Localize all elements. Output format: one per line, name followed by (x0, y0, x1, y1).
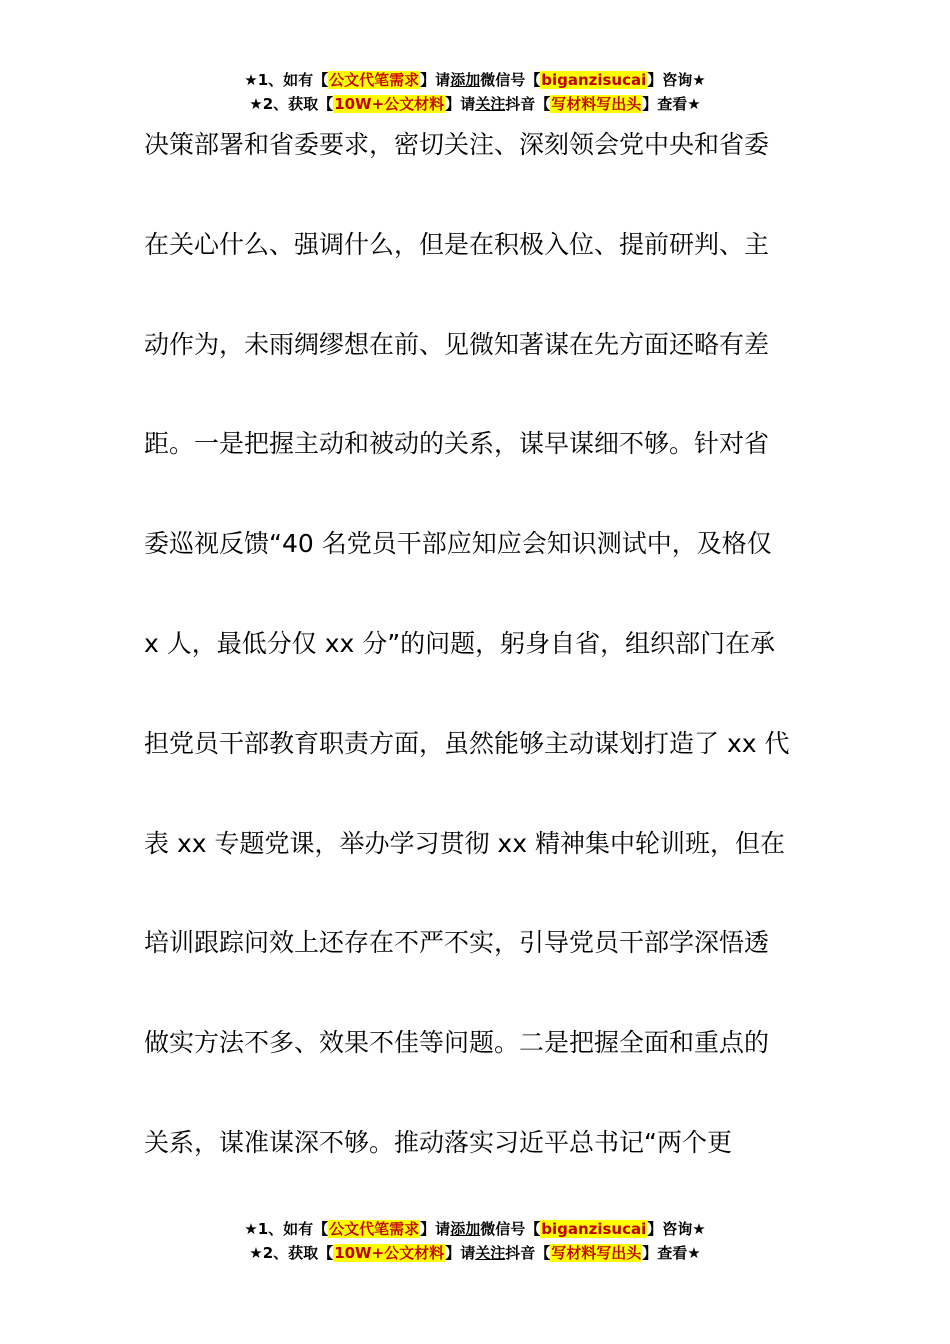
body-line: 距。一是把握主动和被动的关系，谋早谋细不够。针对省 (144, 429, 770, 459)
banner-text: 】查看★ (642, 1244, 701, 1262)
body-line: 动作为，未雨绸缪想在前、见微知著谋在先方面还略有差 (144, 329, 770, 359)
body-line: 做实方法不多、效果不佳等问题。二是把握全面和重点的 (144, 1028, 770, 1058)
body-line: 表 xx 专题党课，举办学习贯彻 xx 精神集中轮训班，但在 (144, 828, 785, 858)
body-line: 担党员干部教育职责方面，虽然能够主动谋划打造了 xx 代 (144, 728, 790, 758)
banner-douyin-account: 写材料写出头 (551, 95, 642, 113)
banner-text: 】请 (420, 71, 451, 89)
banner-line-1 (0, 1217, 950, 1241)
banner-line-2 (0, 1241, 950, 1265)
body-line: 委巡视反馈“40 名党员干部应知应会知识测试中，及格仅 (144, 529, 772, 559)
banner-text: 微信号【 (480, 1220, 541, 1238)
banner-highlight: 10W+公文材料 (334, 1244, 445, 1262)
body-line: x 人，最低分仅 xx 分”的问题，躬身自省，组织部门在承 (144, 628, 776, 658)
banner-douyin-account: 写材料写出头 (551, 1244, 642, 1262)
footer-banner (0, 1217, 950, 1265)
banner-underlined: 关注 (475, 95, 506, 113)
banner-underlined: 添加 (450, 71, 481, 89)
body-line: 决策部署和省委要求，密切关注、深刻领会党中央和省委 (144, 130, 770, 159)
banner-text: 】咨询★ (647, 71, 706, 89)
banner-text: 抖音【 (505, 95, 551, 113)
banner-underlined: 添加 (450, 1220, 481, 1238)
banner-text: 】请 (420, 1220, 451, 1238)
banner-text: 】请 (445, 1244, 476, 1262)
header-banner (0, 68, 950, 116)
banner-text: ★2、获取【 (249, 95, 334, 113)
banner-text: 】请 (445, 95, 476, 113)
banner-wechat-id: biganzisucai (541, 1220, 647, 1238)
banner-highlight: 公文代笔需求 (329, 71, 420, 89)
body-line: 培训跟踪问效上还存在不严不实，引导党员干部学深悟透 (144, 928, 770, 958)
banner-text: 】查看★ (642, 95, 701, 113)
banner-highlight: 公文代笔需求 (329, 1220, 420, 1238)
banner-wechat-id: biganzisucai (541, 71, 647, 89)
banner-highlight: 10W+公文材料 (334, 95, 445, 113)
banner-text: 抖音【 (505, 1244, 551, 1262)
body-line: 在关心什么、强调什么，但是在积极入位、提前研判、主 (144, 229, 770, 259)
banner-text: 】咨询★ (647, 1220, 706, 1238)
banner-text: ★1、如有【 (244, 1220, 329, 1238)
banner-line-1 (0, 68, 950, 92)
banner-text: 微信号【 (480, 71, 541, 89)
document-body (144, 119, 804, 1217)
banner-text: ★2、获取【 (249, 1244, 334, 1262)
banner-underlined: 关注 (475, 1244, 506, 1262)
body-line: 关系，谋准谋深不够。推动落实习近平总书记“两个更 (144, 1127, 732, 1157)
banner-text: ★1、如有【 (244, 71, 329, 89)
banner-line-2 (0, 92, 950, 116)
